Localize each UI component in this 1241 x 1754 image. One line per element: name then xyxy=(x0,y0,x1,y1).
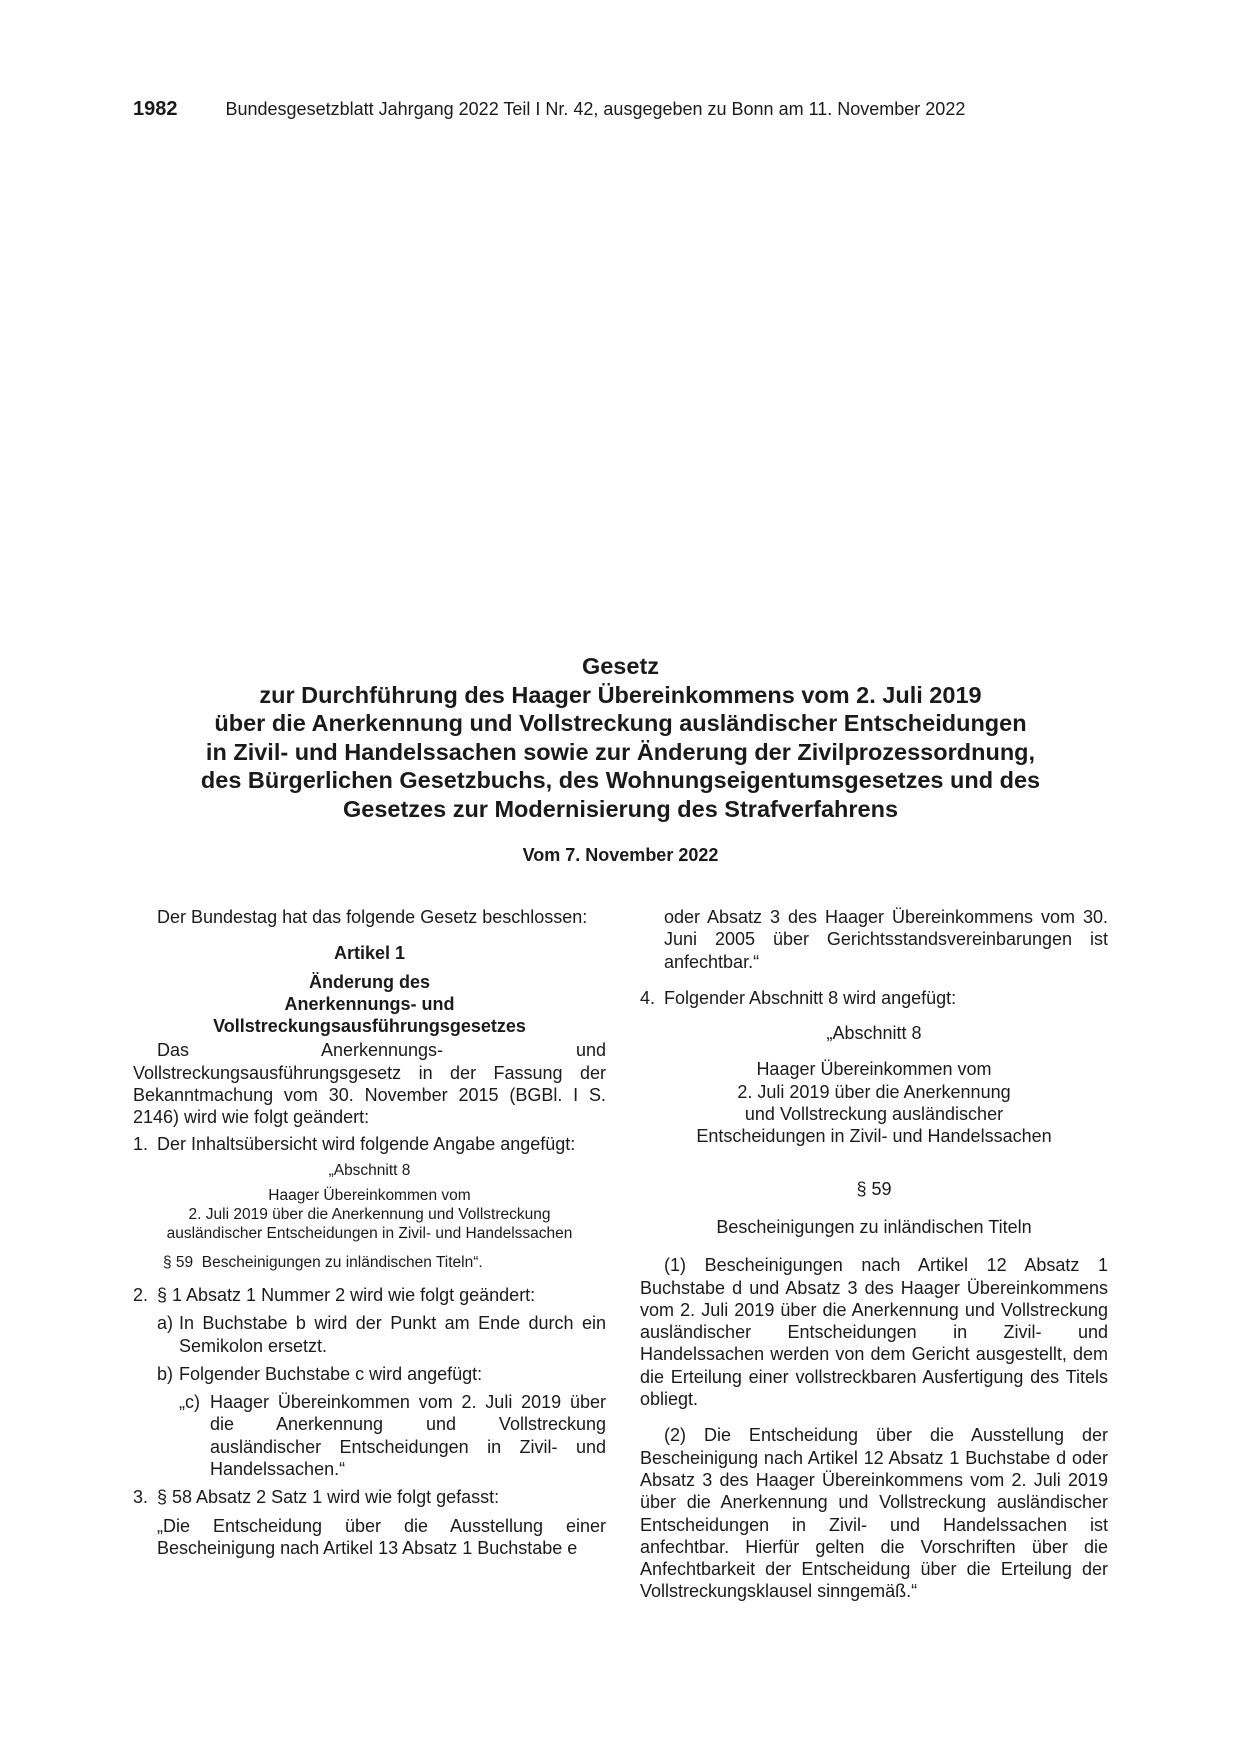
list-item xyxy=(133,1486,606,1508)
article-title-line: Anerkennungs- und xyxy=(284,993,455,1014)
list-item xyxy=(640,987,1108,1009)
sub-sub-item xyxy=(133,1391,606,1480)
paragraph-absatz-2: (2) Die Entscheidung über die Ausstellung der Bescheinigung nach Artikel 12 Absatz 1 Buchstabe d oder Absatz 3 des Haager Übereinkommens vom 2. Juli 2019 über die Anerkennung und Vollstreckung ausländischer Entscheidungen in Zivil- und Handelssachen ist anfechtbar. Hierfür gelten die Vorschriften über die Anfechtbarkeit der Entscheidung über die Erteilung der Vollstreckungsklausel sinngemäß.“ xyxy=(640,1425,1108,1602)
sub-item-text: Folgender Buchstabe c wird angefügt: xyxy=(179,1363,483,1384)
item-quote: „Die Entscheidung über die Ausstellung einer Bescheinigung nach Artikel 13 Absatz 1 Buchstabe e xyxy=(157,1515,606,1558)
sub-item-letter: b) xyxy=(157,1363,174,1384)
item-text: Der Inhaltsübersicht wird folgende Angabe angefügt: xyxy=(157,1133,576,1154)
toc-quote-line: Haager Übereinkommen vom xyxy=(268,1186,471,1204)
sub-item-text: In Buchstabe b wird der Punkt am Ende durch ein Semikolon ersetzt. xyxy=(179,1313,606,1356)
toc-paragraph-title: Bescheinigungen zu inländischen Titeln“. xyxy=(201,1253,483,1271)
law-title-line: über die Anerkennung und Vollstreckung ausländischer Entscheidungen xyxy=(214,710,1027,736)
law-title-line: Gesetz xyxy=(581,653,660,679)
left-column xyxy=(133,906,606,1559)
sub-item xyxy=(133,1363,606,1385)
sub-sub-item-letter: „c) xyxy=(179,1392,200,1413)
item-text: § 1 Absatz 1 Nummer 2 wird wie folgt geändert: xyxy=(157,1284,536,1305)
paragraph-title: Bescheinigungen zu inländischen Titeln xyxy=(716,1216,1032,1237)
paragraph-number: § 59 xyxy=(856,1178,892,1199)
law-date: Vom 7. November 2022 xyxy=(522,845,719,865)
sub-sub-item-text: Haager Übereinkommen vom 2. Juli 2019 über die Anerkennung und Vollstreckung ausländischer Entscheidungen in Zivil- und Handelssachen.“ xyxy=(210,1392,606,1480)
section-head: „Abschnitt 8 xyxy=(826,1023,922,1044)
toc-quote-head: „Abschnitt 8 xyxy=(328,1161,411,1179)
item-number: 2. xyxy=(133,1284,149,1305)
sub-item xyxy=(133,1312,606,1357)
article-intro: Das Anerkennungs- und Vollstreckungsausführungsgesetz in der Fassung der Bekanntmachung vom 30. November 2015 (BGBl. I S. 2146) wird wie folgt geändert: xyxy=(133,1040,606,1128)
section-title-line: Entscheidungen in Zivil- und Handelssachen xyxy=(696,1126,1052,1147)
section-title-line: Haager Übereinkommen vom xyxy=(756,1059,992,1080)
section-title-line: 2. Juli 2019 über die Anerkennung xyxy=(737,1081,1011,1102)
item-number: 4. xyxy=(640,987,656,1008)
item-text: Folgender Abschnitt 8 wird angefügt: xyxy=(664,987,957,1008)
law-title-line: Gesetzes zur Modernisierung des Strafverfahrens xyxy=(342,795,899,822)
running-title: Bundesgesetzblatt Jahrgang 2022 Teil I Nr. 42, ausgegeben zu Bonn am 11. November 2022 xyxy=(225,99,966,119)
item-number: 1. xyxy=(133,1133,149,1154)
page-header xyxy=(133,98,965,121)
right-column xyxy=(640,906,1108,1603)
section-title-line: und Vollstreckung ausländischer xyxy=(744,1104,1004,1125)
toc-paragraph-entry xyxy=(133,1253,606,1272)
law-title-block xyxy=(0,652,1241,866)
article-title-line: Vollstreckungsausführungsgesetzes xyxy=(213,1016,526,1037)
sub-item-letter: a) xyxy=(157,1313,174,1334)
law-title-line: in Zivil- und Handelssachen sowie zur Änderung der Zivilprozessordnung, xyxy=(205,738,1036,765)
preamble: Der Bundestag hat das folgende Gesetz beschlossen: xyxy=(157,907,588,927)
item-text: § 58 Absatz 2 Satz 1 wird wie folgt gefasst: xyxy=(157,1487,500,1508)
continuation-text: oder Absatz 3 des Haager Übereinkommens vom 30. Juni 2005 über Gerichtsstandsvereinbarungen ist anfechtbar.“ xyxy=(664,907,1108,972)
law-title-line: zur Durchführung des Haager Übereinkommens vom 2. Juli 2019 xyxy=(259,681,982,708)
list-item xyxy=(133,1133,606,1155)
article-title-line: Änderung des xyxy=(308,971,430,992)
item-number: 3. xyxy=(133,1487,149,1508)
article-label: Artikel 1 xyxy=(333,943,406,964)
toc-paragraph-number: § 59 xyxy=(163,1253,194,1271)
toc-quote-line: ausländischer Entscheidungen in Zivil- und Handelssachen xyxy=(166,1224,573,1242)
page-number: 1982 xyxy=(133,98,178,120)
list-item xyxy=(133,1284,606,1306)
article-heading xyxy=(133,942,606,1037)
law-title-line: des Bürgerlichen Gesetzbuchs, des Wohnungseigentumsgesetzes und des xyxy=(200,767,1041,793)
toc-quote-line: 2. Juli 2019 über die Anerkennung und Vollstreckung xyxy=(188,1205,551,1223)
paragraph-absatz-1: (1) Bescheinigungen nach Artikel 12 Absatz 1 Buchstabe d und Absatz 3 des Haager Übereinkommens vom 2. Juli 2019 über die Anerkennung und Vollstreckung ausländischer Entscheidungen in Zivil- und Handelssachen werden von dem Gericht ausgestellt, dem die Erteilung einer vollstreckbaren Ausfertigung des Titels obliegt. xyxy=(640,1255,1108,1410)
